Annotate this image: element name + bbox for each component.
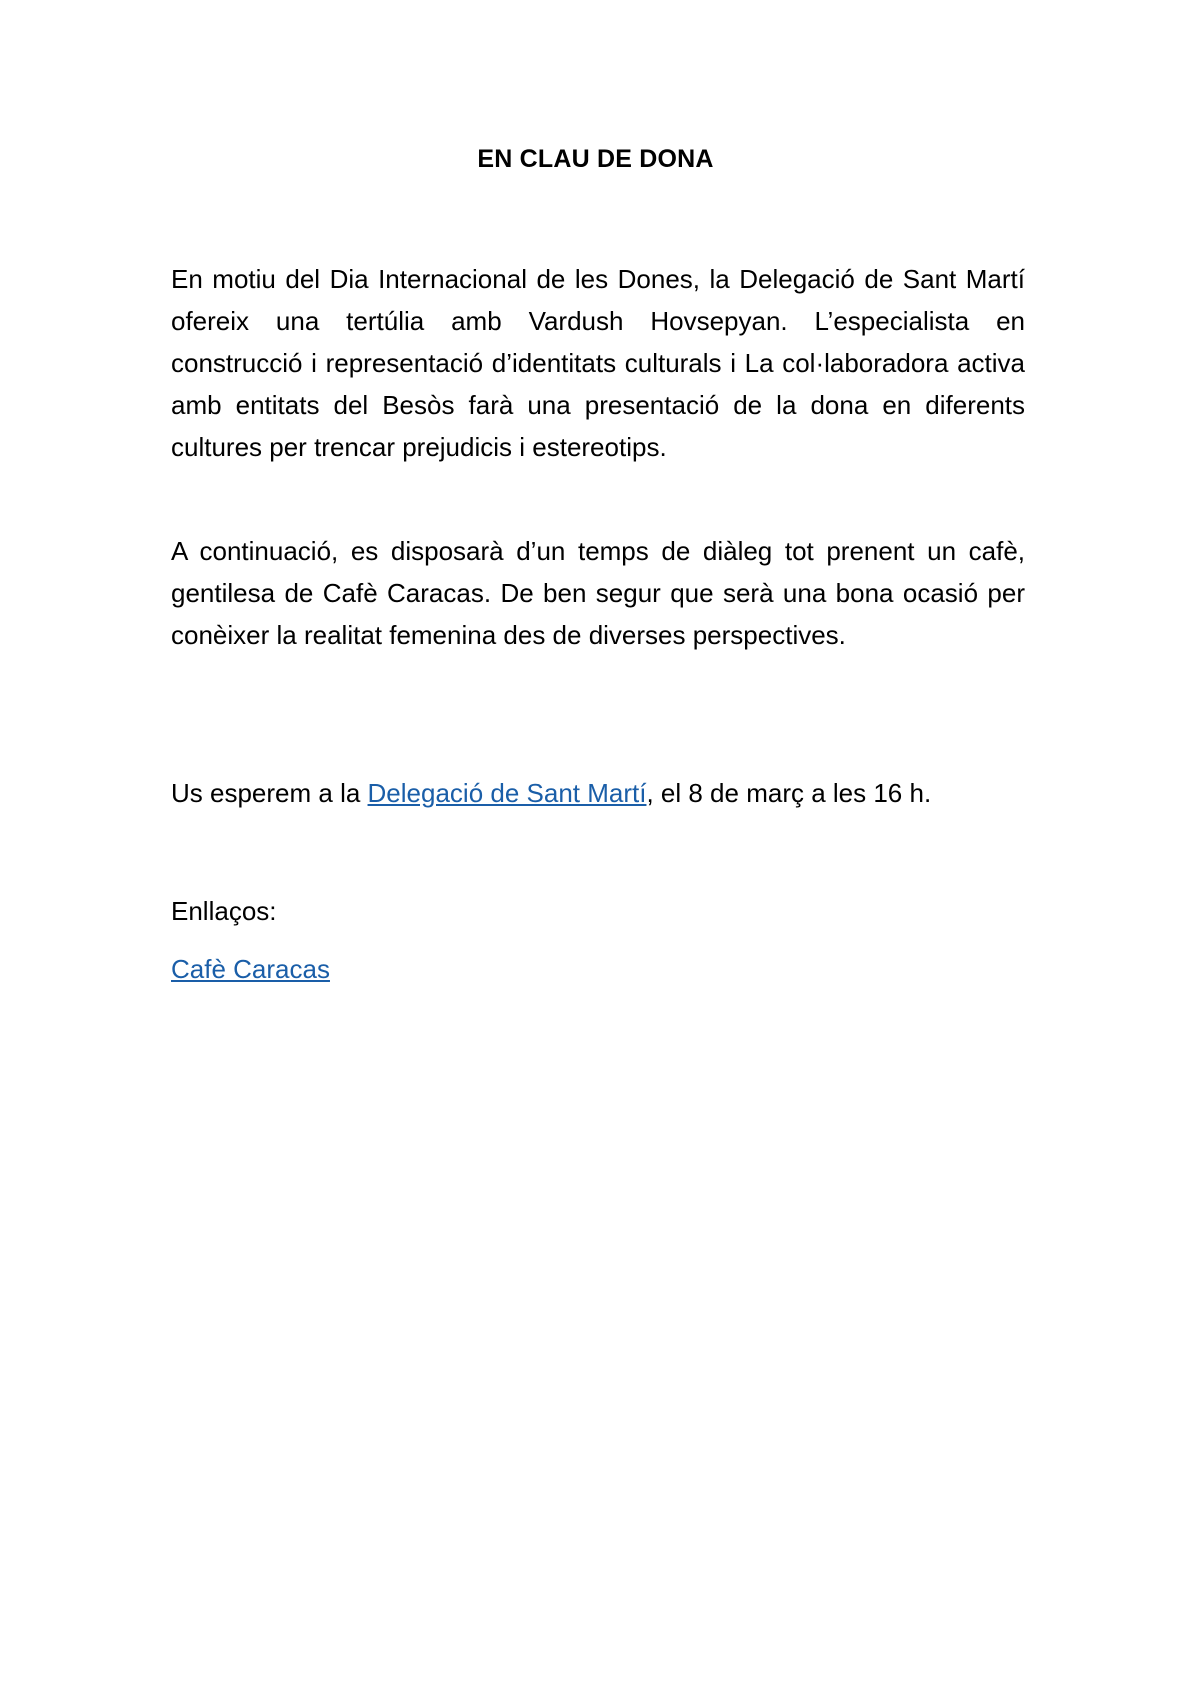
invitation-line [171, 772, 1025, 814]
cafe-caracas-link[interactable]: Cafè Caracas [171, 954, 330, 984]
delegacio-sant-marti-link[interactable]: Delegació de Sant Martí [367, 778, 647, 808]
invitation-suffix: , el 8 de març a les 16 h. [646, 778, 932, 808]
dialogue-paragraph: A continuació, es disposarà d’un temps de diàleg tot prenent un cafè, gentilesa de Cafè Caracas. De ben segur que serà una bona ocasió per conèixer la realitat femenina des de diverses perspectives. [171, 536, 1025, 650]
links-list [171, 948, 1025, 990]
document-title: EN CLAU DE DONA [477, 145, 714, 173]
intro-paragraph: En motiu del Dia Internacional de les Dones, la Delegació de Sant Martí ofereix una tertúlia amb Vardush Hovsepyan. L’especialista en construcció i representació d’identitats culturals i La col·laboradora activa amb entitats del Besòs farà una presentació de la dona en diferents cultures per trencar prejudicis i estereotips. [171, 264, 1025, 462]
links-heading: Enllaços: [171, 896, 277, 926]
invitation-prefix: Us esperem a la [171, 778, 368, 808]
